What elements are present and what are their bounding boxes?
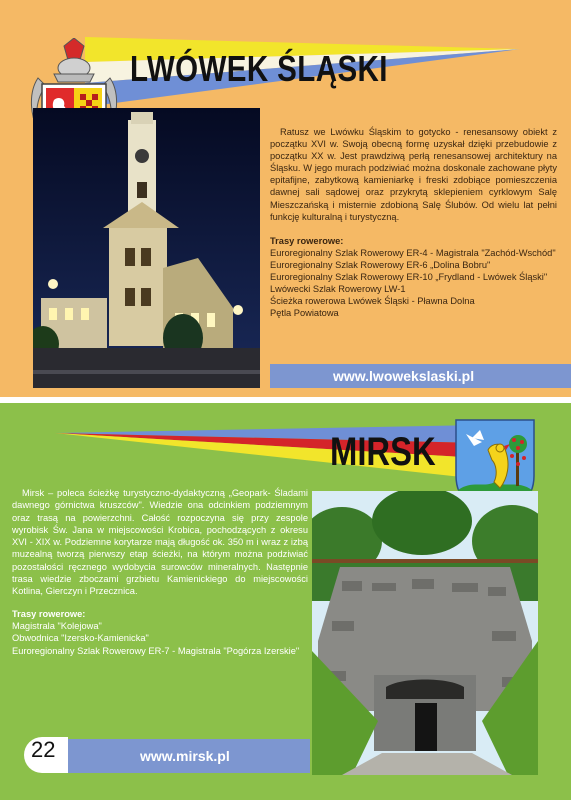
- list-item: Magistrala "Kolejowa": [12, 620, 102, 631]
- lwowek-url-bar: [270, 364, 571, 388]
- mirsk-url-link[interactable]: www.mirsk.pl: [140, 748, 230, 764]
- list-item: Euroregionalny Szlak Rowerowy ER-10 „Frydland - Lwówek Śląski": [270, 272, 548, 283]
- mirsk-panel: [0, 403, 571, 800]
- page-number: 22: [31, 737, 56, 762]
- mirsk-text-block: [12, 487, 308, 657]
- mirsk-title: MIRSK: [330, 430, 436, 474]
- mirsk-url-bar: [50, 739, 310, 773]
- lwowek-panel: [0, 0, 571, 397]
- mirsk-routes-heading: Trasy rowerowe:: [12, 608, 86, 619]
- list-item: Euroregionalny Szlak Rowerowy ER-6 „Dolina Bobru": [270, 259, 491, 270]
- lwowek-routes-heading: Trasy rowerowe:: [270, 235, 344, 246]
- list-item: Ścieżka rowerowa Lwówek Śląski - Pławna Dolna: [270, 296, 475, 307]
- mine-entrance-photo: [312, 491, 538, 775]
- list-item: Euroregionalny Szlak Rowerowy ER-4 - Magistrala "Zachód-Wschód": [270, 247, 556, 258]
- lwowek-routes-list: [270, 247, 557, 320]
- mirsk-description: Mirsk – poleca ścieżkę turystyczno-dydaktyczną „Geopark- Śladami dawnego górnictwa kruszców". Wiedzie ona odcinkiem podziemnym oraz trasą na powierzchni. Całość rozpoczyna się przy zespole wyrobisk Św. Jana w miejscowości Krobica, pochodzących z okresu XVI - XIX w. Podziemne korytarze mają długość ok. 350 m i wraz z izbą muzealną tworzą pierwszy etap ścieżki, na którym można podziwiać pozostałości ręcznego wydobycia surowców mineralnych. Następnie trasa wiedzie zboczami grzbietu Kamienickiego do miejscowości Kotlina, Gierczyn i Przecznica.: [12, 488, 308, 597]
- lwowek-url-link[interactable]: www.lwowekslaski.pl: [333, 368, 475, 384]
- lwowek-title: LWÓWEK ŚLĄSKI: [130, 48, 388, 89]
- list-item: Euroregionalny Szlak Rowerowy ER-7 - Magistrala "Pogórza Izerskie": [12, 645, 300, 656]
- list-item: Lwówecki Szlak Rowerowy LW-1: [270, 284, 406, 295]
- list-item: Pętla Powiatowa: [270, 308, 339, 319]
- list-item: Obwodnica "Izersko-Kamienicka": [12, 633, 149, 644]
- lwowek-description: Ratusz we Lwówku Śląskim to gotycko - renesansowy obiekt z początku XVI w. Swoją obecną formę uzyskał dzięki przebudowie z początku XX w. Jest prawdziwą perłą renesansowej architektury na Śląsku. W jego murach podziwiać można doskonale zachowane płyty epitafijne, zabytkową kamieniarkę i freski zdobiące pomieszczenia dawnej sali sądowej oraz przykrytą sklepieniem cyrklowym Salę Mieszczańską i misternie zdobioną Salę Ślubów. Od wielu lat pełni funkcję kulturalną i turystyczną.: [270, 127, 557, 222]
- town-hall-photo: [33, 108, 260, 388]
- lwowek-text-block: [270, 126, 557, 319]
